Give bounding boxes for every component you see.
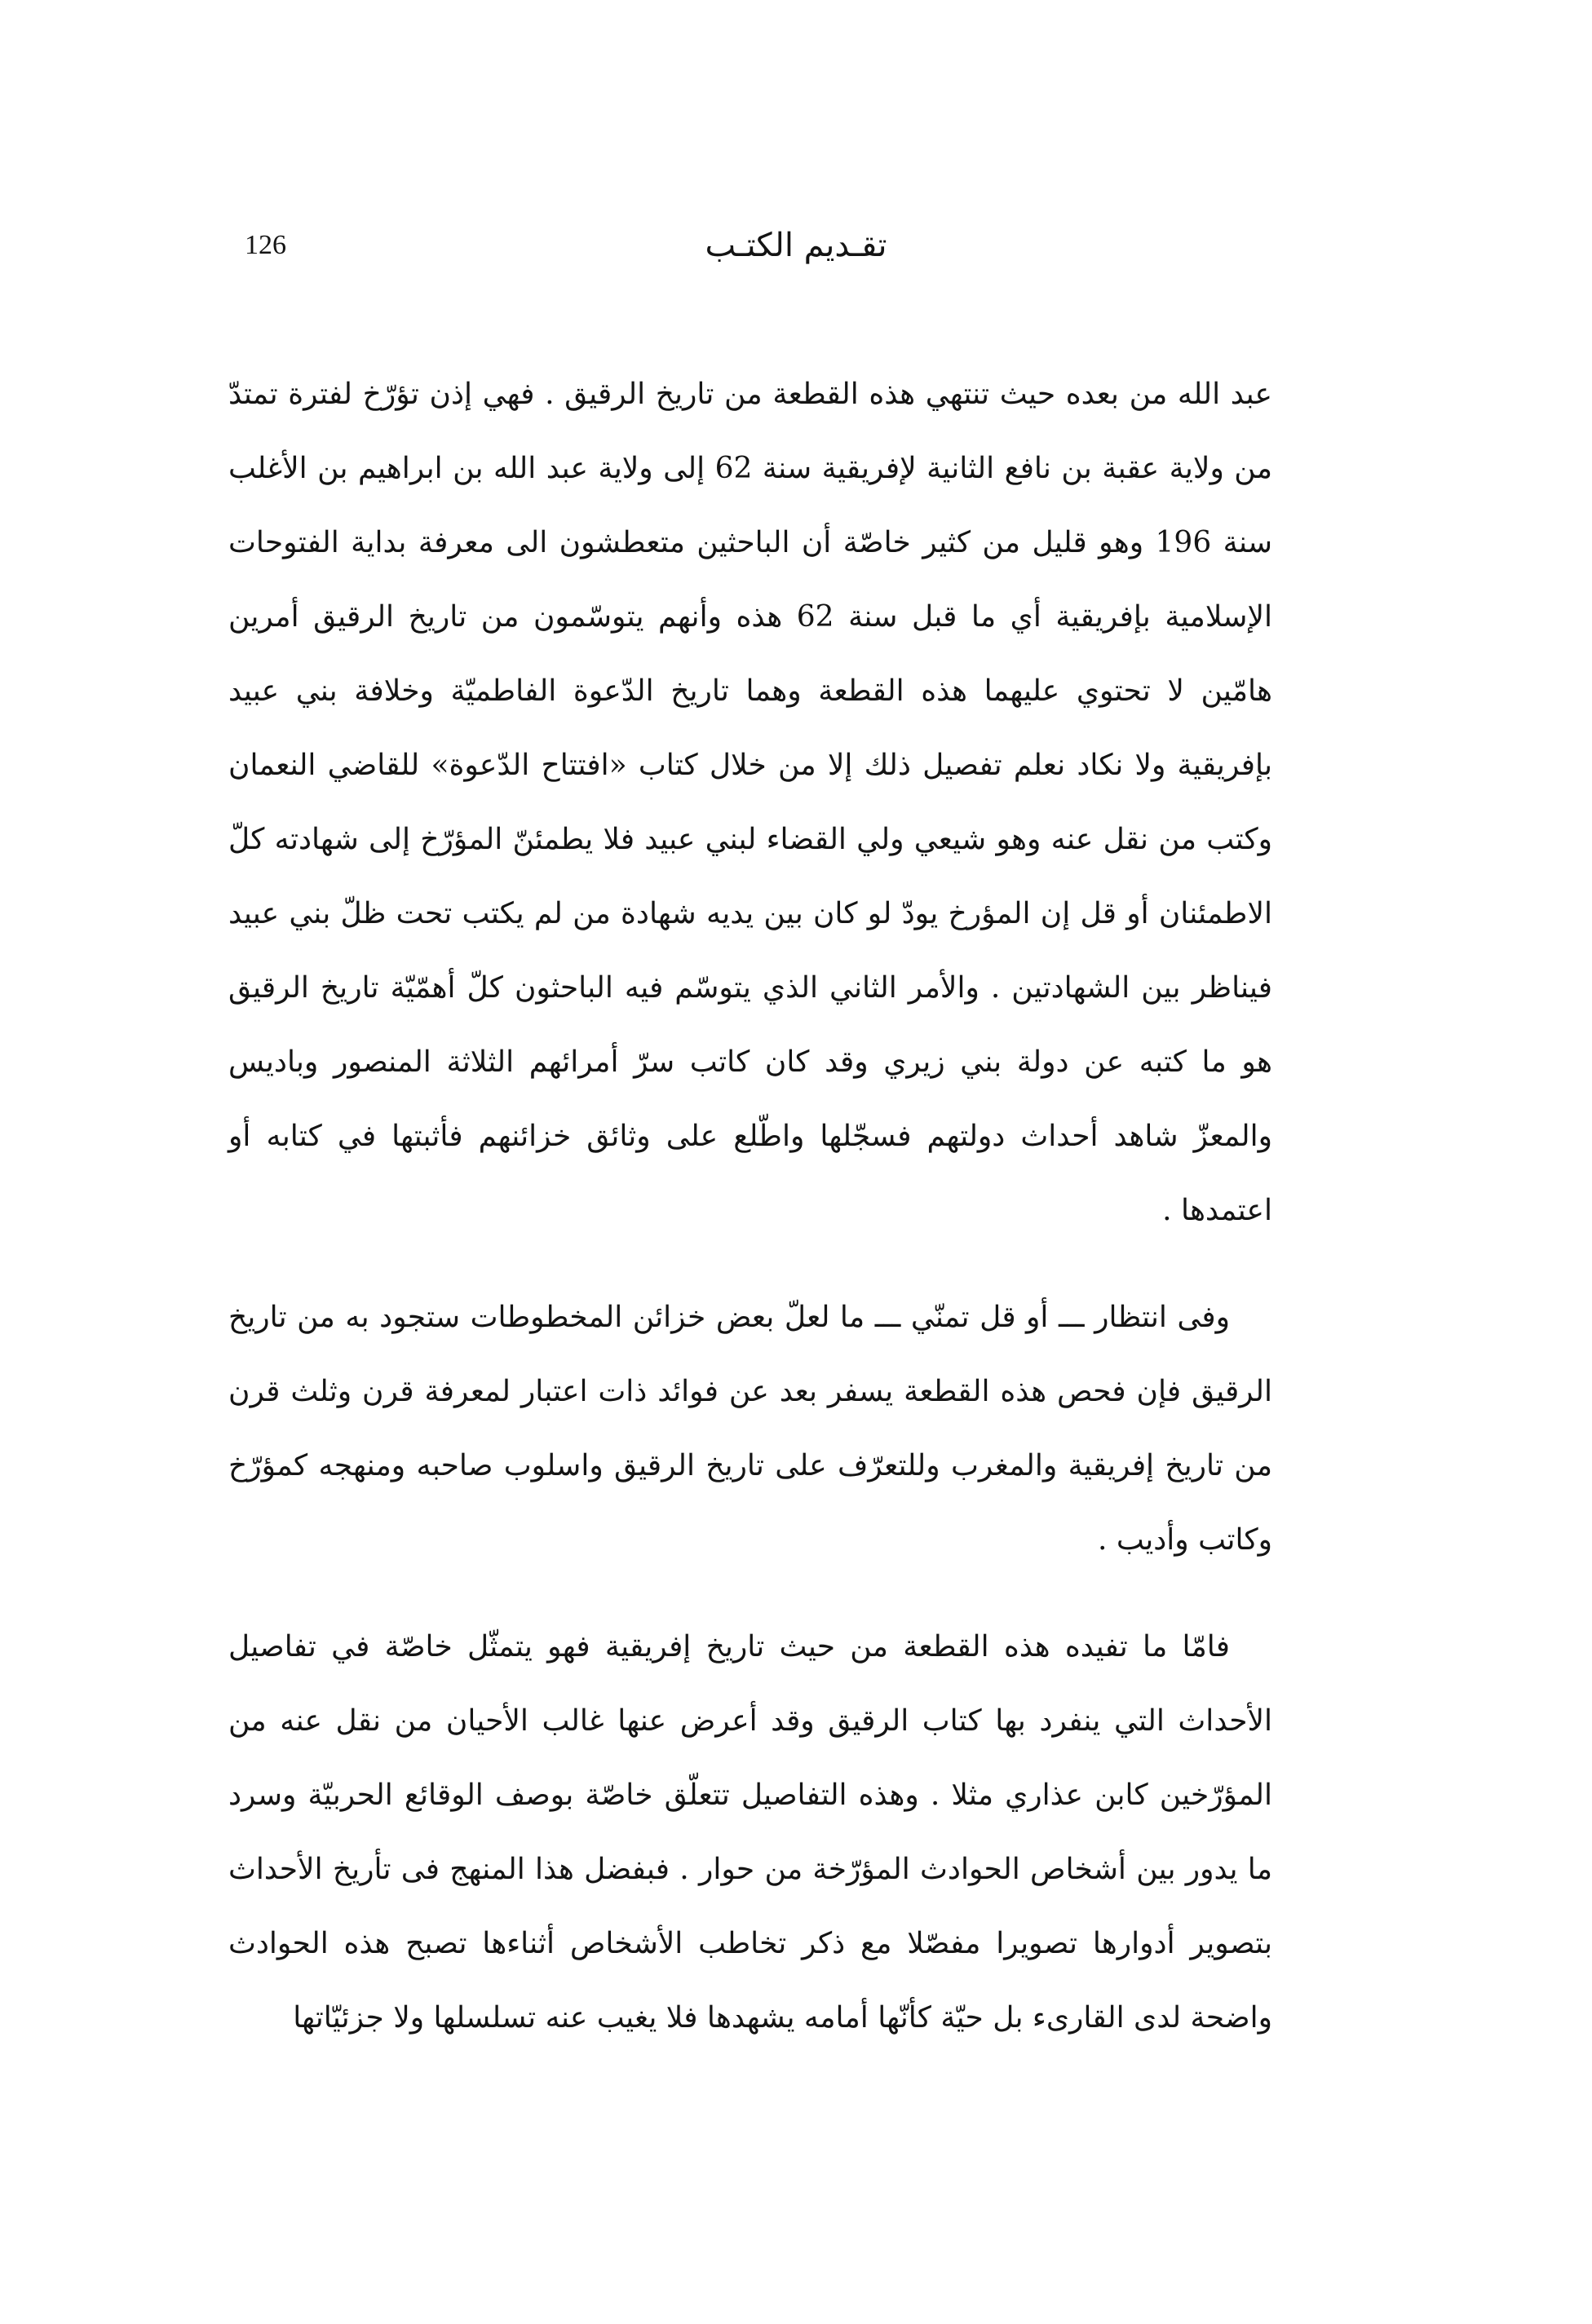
paragraph-2: وفى انتظار ـــ أو قل تمنّي ـــ ما لعلّ بعض خزائن المخطوطات ستجود به من تاريخ الرقيق فإن فحص هذه القطعة يسفر بعد عن فوائد ذات اعتبار لمعرفة قرن وثلث قرن من تاريخ إفريقية والمغرب وللتعرّف على تاريخ الرقيق واسلوب صاحبه ومنهجه كمؤرّخ وكاتب وأديب . — [228, 1301, 1272, 1557]
paragraph-1: عبد الله من بعده حيث تنتهي هذه القطعة من تاريخ الرقيق . فهي إذن تؤرّخ لفترة تمتدّ من ولاية عقبة بن نافع الثانية لإفريقية سنة 62 إلى ولاية عبد الله بن ابراهيم بن الأغلب سنة 196 وهو قليل من كثير خاصّة أن الباحثين متعطشون الى معرفة بداية الفتوحات الإسلامية بإفريقية أي ما قبل سنة 62 هذه وأنهم يتوسّمون من تاريخ الرقيق أمرين هامّين لا تحتوي عليهما هذه القطعة وهما تاريخ الدّعوة الفاطميّة وخلافة بني عبيد بإفريقية ولا نكاد نعلم تفصيل ذلك إلا من خلال كتاب «افتتاح الدّعوة» للقاضي النعمان وكتب من نقل عنه وهو شيعي ولي القضاء لبني عبيد فلا يطمئنّ المؤرّخ إلى شهادته كلّ الاطمئنان أو قل إن المؤرخ يودّ لو كان بين يديه شهادة من لم يكتب تحت ظلّ بني عبيد فيناظر بين الشهادتين . والأمر الثاني الذي يتوسّم فيه الباحثون كلّ أهمّيّة تاريخ الرقيق هو ما كتبه عن دولة بني زيري وقد كان كاتب سرّ أمرائهم الثلاثة المنصور وباديس والمعزّ شاهد أحداث دولتهم فسجّلها واطّلع على وثائق خزائنهم فأثبتها في كتابه أو اعتمدها . — [228, 378, 1272, 1227]
body-text — [228, 357, 1272, 2055]
running-title: تقـديم الكتـب — [705, 227, 887, 264]
running-header — [245, 227, 1347, 284]
paragraph-3: فامّا ما تفيده هذه القطعة من حيث تاريخ إفريقية فهو يتمثّل خاصّة في تفاصيل الأحداث التي ينفرد بها كتاب الرقيق وقد أعرض عنها غالب الأحيان من نقل عنه من المؤرّخين كابن عذاري مثلا . وهذه التفاصيل تتعلّق خاصّة بوصف الوقائع الحربيّة وسرد ما يدور بين أشخاص الحوادث المؤرّخة من حوار . فبفضل هذا المنهج فى تأريخ الأحداث بتصوير أدوارها تصويرا مفصّلا مع ذكر تخاطب الأشخاص أثناءها تصبح هذه الحوادث واضحة لدى القارىء بل حيّة كأنّها أمامه يشهدها فلا يغيب عنه تسلسلها ولا جزئيّاتها — [228, 1630, 1272, 2035]
page-number: 126 — [245, 230, 286, 260]
